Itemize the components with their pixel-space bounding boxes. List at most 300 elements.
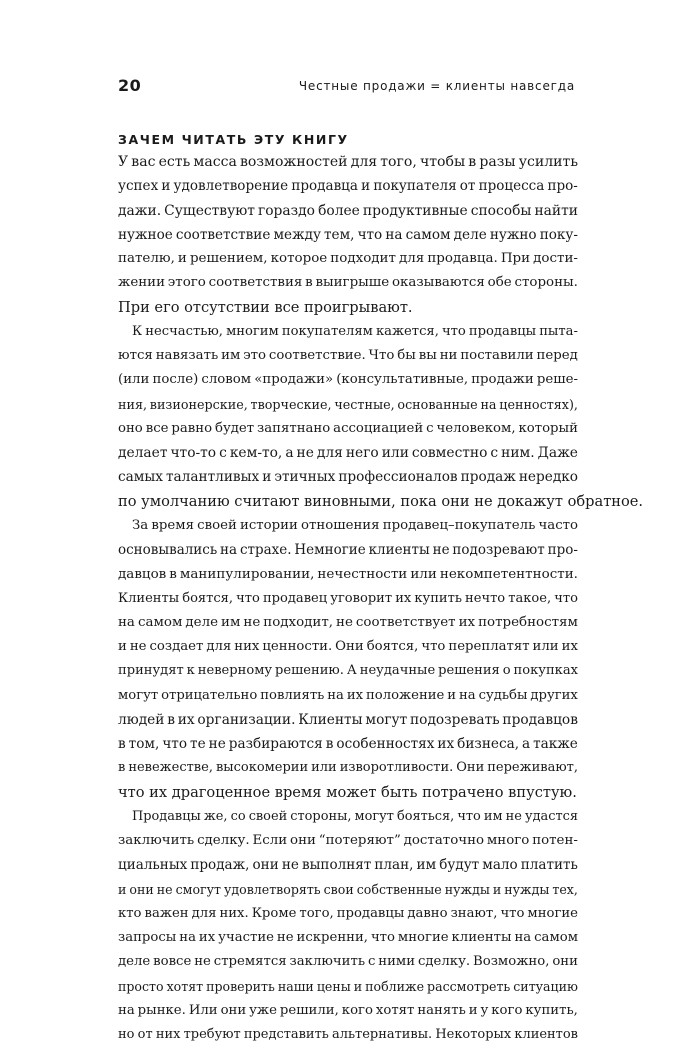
- word: в: [118, 760, 126, 776]
- word: удовлетворение: [173, 178, 289, 195]
- word: давно: [407, 905, 448, 921]
- word: представить: [243, 1027, 329, 1042]
- word: после): [152, 372, 199, 388]
- word: истории: [240, 517, 298, 533]
- word: вы: [418, 348, 437, 363]
- word: удовлетворять: [223, 881, 321, 897]
- word: подозревать: [410, 711, 500, 728]
- text-line: [118, 465, 578, 489]
- word: продажи: [471, 372, 534, 388]
- word: совместно: [411, 445, 488, 461]
- word: стремятся: [213, 954, 287, 970]
- word: манипулировании,: [179, 566, 315, 583]
- word: ются: [118, 348, 153, 363]
- word: не: [336, 614, 353, 630]
- word: тех,: [552, 881, 578, 897]
- word: что: [441, 323, 466, 339]
- word: альтернативы.: [332, 1027, 433, 1042]
- word: честные,: [334, 396, 395, 412]
- word: участие: [218, 930, 274, 945]
- word: с: [426, 420, 434, 436]
- running-header-title: Честные продажи = клиенты навсегда: [298, 79, 575, 93]
- word: есть: [158, 154, 191, 170]
- word: проверить: [206, 978, 275, 994]
- word: ними: [378, 954, 416, 970]
- word: равно: [171, 420, 213, 436]
- word: бизнеса,: [457, 736, 520, 752]
- word: творческие,: [250, 396, 332, 412]
- word: в: [169, 566, 177, 583]
- word: способы: [470, 202, 532, 219]
- word: продаж: [460, 469, 516, 486]
- word: или: [381, 445, 409, 461]
- word: соответствует: [355, 614, 456, 630]
- word: продавцы: [468, 323, 537, 339]
- word: заключить: [118, 833, 195, 848]
- word: хотят: [375, 1002, 415, 1018]
- word: своей: [248, 808, 288, 824]
- word: в: [325, 736, 334, 752]
- word: для: [399, 251, 425, 266]
- word: масса: [193, 154, 237, 170]
- text-line: [118, 684, 578, 708]
- word: наши: [277, 978, 314, 994]
- text-line: [118, 732, 578, 756]
- word: организации.: [197, 711, 296, 728]
- word: же,: [203, 808, 228, 824]
- text-line: [118, 199, 578, 223]
- word: на: [385, 226, 403, 243]
- word: вас: [131, 154, 156, 170]
- word: деле: [453, 226, 487, 243]
- word: покупателя: [373, 178, 457, 195]
- word: на: [118, 1002, 135, 1018]
- word: За: [132, 517, 149, 533]
- word: основанные: [397, 396, 478, 412]
- word: на: [459, 687, 476, 703]
- word: них.: [219, 905, 249, 921]
- word: него: [345, 445, 379, 461]
- word: им: [416, 857, 437, 874]
- text-line: [118, 271, 578, 295]
- word: не: [281, 857, 299, 874]
- word: этого: [167, 275, 206, 291]
- word: им: [483, 808, 503, 824]
- word: от: [459, 178, 476, 195]
- word: про-: [547, 178, 578, 195]
- word: в: [468, 154, 477, 170]
- word: самом: [137, 614, 183, 630]
- body-text: [118, 150, 644, 1047]
- word: некомпетентности.: [439, 566, 578, 583]
- word: кого: [341, 1002, 373, 1018]
- word: для: [350, 154, 378, 170]
- word: неверному: [197, 663, 273, 679]
- word: (консультативные,: [336, 372, 469, 388]
- word: у: [480, 1002, 489, 1018]
- word: уговорит: [330, 590, 393, 606]
- word: платить: [520, 857, 578, 874]
- word: не: [505, 808, 522, 824]
- word: потен-: [532, 833, 578, 848]
- text-line: [118, 538, 578, 562]
- text-line: [118, 247, 578, 271]
- word: знают,: [450, 905, 498, 921]
- word: Клиенты: [298, 711, 363, 728]
- word: они: [552, 954, 578, 970]
- word: важен: [144, 905, 189, 921]
- word: на: [327, 687, 344, 703]
- word: того,: [380, 154, 417, 170]
- word: Продавцы: [132, 808, 201, 824]
- word: не: [129, 639, 147, 654]
- word: оно: [118, 420, 143, 436]
- text-line: [118, 344, 578, 368]
- word: делает: [118, 445, 168, 461]
- word: их: [177, 711, 195, 728]
- word: Возможно,: [472, 954, 550, 970]
- word: деле: [185, 614, 219, 630]
- word: достаточно: [403, 833, 485, 848]
- word: решением,: [189, 251, 268, 266]
- word: и: [262, 469, 272, 486]
- word: людей: [118, 711, 165, 728]
- word: уже: [249, 1002, 277, 1018]
- word: кажется,: [375, 323, 439, 339]
- word: ним.: [501, 445, 535, 461]
- word: клиентов: [514, 1027, 578, 1042]
- text-line: [118, 756, 578, 780]
- word: других: [530, 687, 578, 703]
- word: часто: [538, 517, 578, 533]
- word: их: [458, 614, 476, 630]
- word: визионерские,: [149, 396, 248, 412]
- word: стороны.: [514, 275, 578, 291]
- word: все: [145, 420, 169, 436]
- word: нечестности: [317, 566, 408, 583]
- word: продавца.: [427, 251, 498, 266]
- word: запятнано: [257, 420, 331, 436]
- word: купить,: [525, 1002, 578, 1018]
- word: что: [421, 639, 446, 654]
- word: который: [518, 420, 578, 436]
- word: Существуют: [164, 202, 255, 219]
- word: или: [410, 566, 437, 583]
- word: возможностей: [239, 154, 348, 170]
- word: потребностям: [478, 614, 578, 630]
- word: они: [220, 1002, 247, 1018]
- word: подходит,: [263, 614, 334, 630]
- word: кем-то,: [229, 445, 283, 461]
- word: соответствие: [175, 226, 271, 243]
- word: что: [457, 808, 481, 824]
- text-line: [118, 975, 578, 999]
- word: нужды: [504, 881, 550, 897]
- word: им: [221, 614, 241, 630]
- word: продавец: [262, 590, 328, 606]
- word: обе: [487, 275, 512, 291]
- word: просто: [118, 978, 164, 994]
- word: самом: [405, 226, 451, 243]
- word: чтобы: [419, 154, 466, 170]
- word: и: [361, 178, 371, 195]
- word: клиенты: [368, 542, 430, 558]
- word: продавец–покупатель: [382, 517, 536, 533]
- word: на: [118, 614, 135, 630]
- word: поку-: [539, 226, 578, 243]
- word: многим: [226, 323, 279, 339]
- word: сделку.: [417, 954, 471, 970]
- word: или: [532, 639, 559, 654]
- word: покупках: [513, 663, 578, 679]
- text-line: [118, 950, 578, 974]
- word: (или: [118, 372, 150, 388]
- text-line: При его отсутствии все проигрывают.: [118, 298, 413, 316]
- word: разбираются: [228, 736, 323, 752]
- word: нужды: [444, 881, 490, 897]
- word: успех: [118, 178, 159, 195]
- word: несчастью,: [145, 323, 223, 339]
- word: подходит: [330, 251, 396, 266]
- word: что: [236, 590, 260, 606]
- word: между: [273, 226, 321, 243]
- word: отношения: [301, 517, 380, 533]
- word: Они: [456, 760, 485, 776]
- word: со: [230, 808, 246, 824]
- word: самом: [534, 930, 578, 945]
- word: соответствия: [208, 275, 303, 291]
- section-heading: ЗАЧЕМ ЧИТАТЬ ЭТУ КНИГУ: [118, 132, 349, 147]
- word: ценностях),: [499, 396, 578, 412]
- word: Немногие: [294, 542, 366, 558]
- word: жении: [118, 275, 166, 291]
- word: ценности.: [262, 639, 333, 654]
- word: Даже: [537, 445, 578, 461]
- word: талантливых: [165, 469, 260, 486]
- text-line: [118, 829, 578, 853]
- word: продуктивные: [362, 202, 468, 219]
- word: что: [357, 226, 383, 243]
- word: в: [167, 711, 175, 728]
- word: нужно: [489, 226, 537, 243]
- word: кого: [491, 1002, 523, 1018]
- word: перед: [536, 348, 578, 363]
- word: мало: [482, 857, 518, 874]
- word: тем,: [324, 226, 355, 243]
- word: реше-: [536, 372, 578, 388]
- word: оказываются: [391, 275, 485, 291]
- word: для: [316, 445, 343, 461]
- text-line: [118, 805, 578, 829]
- word: хотят: [166, 978, 204, 994]
- word: усилить: [518, 154, 578, 170]
- word: также: [533, 736, 578, 752]
- text-line: [118, 902, 578, 926]
- word: боятся,: [366, 639, 419, 654]
- word: в: [305, 275, 313, 291]
- word: дажи.: [118, 202, 162, 219]
- word: которое: [270, 251, 328, 266]
- word: пателю,: [118, 251, 175, 266]
- word: переживают,: [487, 760, 578, 776]
- word: неудачные: [359, 663, 436, 679]
- word: своей: [197, 517, 237, 533]
- word: пыта-: [539, 323, 578, 339]
- word: план,: [374, 857, 414, 874]
- text-line: [118, 441, 578, 465]
- word: продавцов: [502, 711, 578, 728]
- word: ассоциацией: [333, 420, 424, 436]
- word: и: [118, 639, 127, 654]
- word: в: [118, 736, 126, 752]
- word: не: [156, 881, 173, 897]
- word: словом: [201, 372, 252, 388]
- text-line: [118, 999, 578, 1023]
- word: те: [190, 736, 206, 752]
- word: навязать: [155, 348, 219, 363]
- word: рассмотреть: [427, 978, 511, 994]
- word: их: [346, 687, 364, 703]
- word: продаж,: [190, 857, 250, 874]
- text-line: [118, 635, 578, 659]
- word: много: [486, 833, 530, 848]
- word: будут: [439, 857, 480, 874]
- word: им: [221, 348, 241, 363]
- word: удастся: [525, 808, 578, 824]
- word: решили,: [279, 1002, 339, 1018]
- word: профессионалов: [338, 469, 458, 486]
- word: нередко: [518, 469, 578, 486]
- word: решения: [438, 663, 500, 679]
- word: Или: [188, 1002, 218, 1018]
- word: них: [155, 1027, 181, 1042]
- word: нечто: [465, 590, 506, 606]
- word: запросы: [118, 930, 177, 945]
- word: и: [118, 881, 127, 897]
- word: поставили: [460, 348, 534, 363]
- text-line: [118, 562, 578, 586]
- word: их: [198, 930, 216, 945]
- word: стороны,: [290, 808, 352, 824]
- word: не: [432, 542, 450, 558]
- word: особенностях: [336, 736, 435, 752]
- word: том,: [128, 736, 160, 752]
- text-line: [118, 320, 578, 344]
- word: заключить: [289, 954, 366, 970]
- word: Некоторых: [435, 1027, 512, 1042]
- text-line: [118, 853, 578, 877]
- word: про-: [547, 542, 578, 558]
- word: соответствие.: [268, 348, 366, 363]
- word: самых: [118, 469, 163, 486]
- word: ния,: [118, 396, 148, 412]
- word: это: [243, 348, 267, 363]
- word: время: [151, 517, 194, 533]
- word: У: [118, 154, 129, 170]
- word: продавцы: [336, 905, 405, 921]
- word: могут: [118, 687, 159, 703]
- word: покупателям: [281, 323, 373, 339]
- word: «продажи»: [254, 372, 334, 388]
- word: давцов: [118, 566, 167, 583]
- word: разы: [479, 154, 516, 170]
- word: процесса: [478, 178, 545, 195]
- text-line: [118, 223, 578, 247]
- word: судьбы: [478, 687, 528, 703]
- word: них: [234, 639, 260, 654]
- word: купить: [414, 590, 462, 606]
- word: не: [208, 736, 226, 752]
- word: от: [137, 1027, 153, 1042]
- word: и: [161, 178, 171, 195]
- word: собственные: [356, 881, 442, 897]
- word: отрицательно: [161, 687, 258, 703]
- word: При: [500, 251, 531, 266]
- word: не: [243, 614, 261, 630]
- word: и: [468, 1002, 478, 1018]
- word: свои: [323, 881, 354, 897]
- word: вовсе: [153, 954, 192, 970]
- word: дости-: [533, 251, 578, 266]
- word: цены: [316, 978, 351, 994]
- text-line: [118, 659, 578, 683]
- word: выполнят: [302, 857, 372, 874]
- word: не: [194, 954, 211, 970]
- word: на: [480, 396, 497, 412]
- word: на: [179, 930, 196, 945]
- word: А: [346, 663, 357, 679]
- word: ни: [439, 348, 458, 363]
- word: их: [395, 590, 412, 606]
- word: их: [437, 736, 455, 752]
- word: создает: [149, 639, 204, 654]
- word: выигрыше: [315, 275, 390, 291]
- word: этичных: [274, 469, 336, 486]
- word: переплатят: [448, 639, 530, 654]
- word: изворотливости.: [339, 760, 454, 776]
- word: циальных: [118, 857, 188, 874]
- word: боятся,: [182, 590, 234, 606]
- word: могут: [365, 711, 408, 728]
- word: бояться,: [396, 808, 455, 824]
- word: сделку.: [197, 833, 250, 848]
- word: искренни,: [296, 930, 368, 945]
- word: и: [447, 687, 457, 703]
- text-line: [118, 878, 578, 902]
- word: Если: [252, 833, 288, 848]
- word: но: [118, 1027, 135, 1042]
- word: того,: [299, 905, 334, 921]
- text-line: [118, 1023, 578, 1047]
- word: а: [522, 736, 531, 752]
- text-line: [118, 174, 578, 198]
- word: и: [353, 978, 363, 994]
- word: ситуацию: [513, 978, 578, 994]
- word: Они: [335, 639, 364, 654]
- word: с: [490, 445, 499, 461]
- text-line: [118, 926, 578, 950]
- word: будет: [215, 420, 255, 436]
- word: с: [367, 954, 376, 970]
- word: с: [219, 445, 227, 461]
- word: они: [252, 857, 279, 874]
- text-line: что их драгоценное время может быть потрачено впустую.: [118, 783, 577, 801]
- word: что: [370, 930, 395, 945]
- word: их: [561, 639, 578, 654]
- word: подозревают: [452, 542, 545, 558]
- text-line: [118, 587, 578, 611]
- word: деле: [118, 954, 151, 970]
